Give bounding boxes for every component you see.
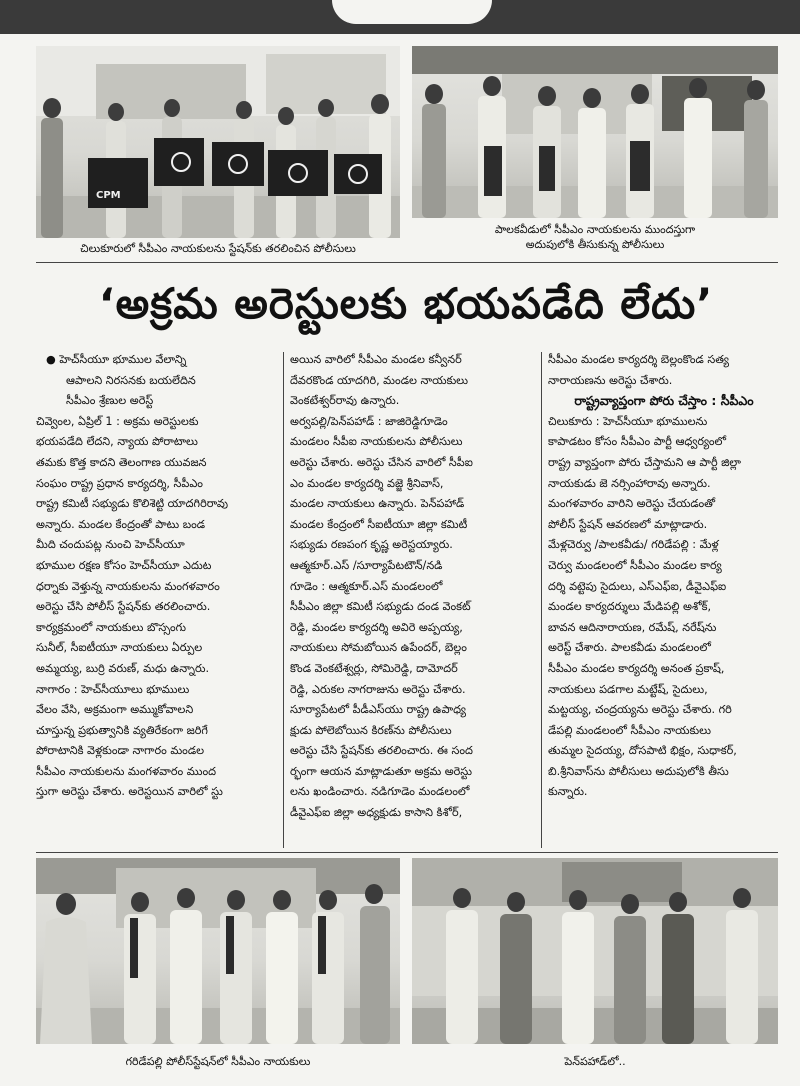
text-line: సీపీఎం మండల కార్యదర్శి బెల్లంకొండ సత్య (548, 353, 729, 366)
text-line: ర్భంగా ఆయన మాట్లాడుతూ అక్రమ అరెస్టు (290, 764, 473, 778)
text-line: ధర్నాకు వెళ్తున్న నాయకులను మంగళవారం (36, 579, 220, 593)
article-column-3 (548, 350, 780, 803)
text-line: రెడ్డి, ఎరుకల నాగరాజును అరెస్టు చేశారు. (290, 682, 466, 696)
text-line: మేళ్లచెర్వు /పాలకవీడు/ గరిడేపల్లి : మేళ్ల (548, 538, 719, 552)
text-line: పోరాటానికి వెళ్లకుండా నాగారం మండల (36, 744, 205, 758)
text-line: చివ్వెంల, ఏప్రిల్ 1 : అక్రమ అరెస్టులకు (36, 414, 199, 428)
text-line: దేవరకొండ యాదగిరి, మండల నాయకులు (290, 373, 468, 387)
photo-caption: పెన్‌పహాడ్‌లో.. (412, 1054, 778, 1070)
photo-palakaveedu (412, 46, 778, 218)
text-line: మండలం సీపీఐ నాయకులను పోలీసులు (290, 435, 463, 449)
divider (36, 852, 778, 853)
text-line: సూర్యాపేటలో పీడీఎస్‌యు రాష్ట్ర ఉపాధ్య (290, 703, 467, 717)
text-line: మీది చందుపట్ల నుంచి హెచ్‌సీయూ (36, 538, 185, 552)
article-column-2 (290, 350, 536, 824)
text-line: అరెస్టు చేశారు. అరెస్టు చేసిన వారిలో సీపీఐ (290, 455, 473, 469)
text-line: సునీల్, సీఐటీయూ నాయకులు ఏర్పుల (36, 641, 203, 655)
text-line: సీపీఎం మండల కార్యదర్శి అనంత ప్రకాష్, (548, 661, 725, 675)
photo-chilukuru (36, 46, 400, 238)
text-line: అయిన వారిలో సీపీఎం మండల కన్వీనర్ (290, 353, 462, 366)
subheading: రాష్ట్రవ్యాప్తంగా పోరు చేస్తాం : సీపీఎం (574, 393, 754, 409)
article-column-1 (36, 350, 276, 803)
text-line: అన్నారు. మండల కేంద్రంతో పాటు బండ (36, 517, 206, 531)
text-line: ఆత్మకూర్.ఎస్ /సూర్యాపేటటౌన్/నడి (290, 558, 443, 572)
text-line: సంఘం రాష్ట్ర ప్రధాన కార్యదర్శి, సీపీఎం (36, 476, 203, 490)
text-line: డీవైఎఫ్ఐ జిల్లా అధ్యక్షుడు కాసాని కిశోర్, (290, 806, 463, 820)
text-line: క్షుడు పోలెబోయిన కిరణ్‌ను పోలీసులు (290, 723, 452, 737)
text-line: మండల నాయకులు ఉన్నారు. పెన్‌పహాడ్ (290, 497, 465, 511)
text-line: రెడ్డి, మండల కార్యదర్శి అవిరె అప్పయ్య, (290, 620, 463, 634)
text-line: భయపడేది లేదని, న్యాయ పోరాటాలు (36, 435, 198, 449)
text-line: భూముల రక్షణ కోసం హెచ్‌సీయూ ఎదుట (36, 558, 212, 572)
text-line: లను ఖండించారు. నడిగూడెం మండలంలో (290, 785, 470, 799)
photo-penpahad (412, 858, 778, 1044)
text-line: మండల కార్యదర్శులు మేడిపల్లి అశోక్, (548, 600, 712, 614)
text-line: మండల కేంద్రంలో సీఐటీయూ జిల్లా కమిటీ (290, 517, 468, 531)
column-divider (541, 352, 542, 848)
text-line: తుమ్మల సైదయ్య, దోసపాటి భిక్షం, సుధాకర్, (548, 744, 737, 758)
text-line: చెర్వు మండలంలో సీపీఎం మండల కార్య (548, 558, 722, 572)
flag-text: CPM (96, 190, 121, 201)
text-line: నాయకులు పడగాల మట్టేష్, సైదులు, (548, 682, 708, 696)
headline: ‘అక్రమ అరెస్టులకు భయపడేది లేదు’ (98, 279, 714, 328)
text-line: అమ్మయ్య, బుర్రి వరుణ్, మధు ఉన్నారు. (36, 661, 210, 675)
text-line: కాపాడటం కోసం సీపీఎం పార్టీ ఆధ్వర్యంలో (548, 435, 727, 449)
photo-caption: పాలకవీడులో సీపీఎం నాయకులను ముందస్తుగా అదుపులోకి తీసుకున్న పోలీసులు (412, 222, 778, 254)
text-line: దర్శి వట్టెపు సైదులు, ఎస్ఎఫ్ఐ, డీవైఎఫ్ఐ (548, 579, 727, 593)
text-line: తమకు కొత్త కాదని తెలంగాణ యువజన (36, 455, 207, 469)
text-line: సీపీఎం నాయకులను మంగళవారం ముంద (36, 764, 217, 778)
text-line: గూడెం : ఆత్మకూర్.ఎస్ మండలంలో (290, 579, 443, 593)
bullet-point: సీపీఎం శ్రేణుల అరెస్ట్ (66, 394, 154, 408)
text-line: వేలం వేసి, అక్రమంగా అమ్ముకోవాలని (36, 703, 194, 717)
photo-garidepalli (36, 858, 400, 1044)
text-line: మంగళవారం వారిని అరెస్టు చేయడంతో (548, 497, 716, 511)
text-line: రాష్ట్ర వ్యాప్తంగా పోరు చేస్తామని ఆ పార్టీ జిల్లా (548, 455, 742, 469)
text-line: అర్వపల్లి/పెన్‌పహాడ్ : జాజిరెడ్డిగూడెం (290, 414, 448, 428)
text-line: చిలుకూరు : హెచ్‌సీయూ భూములను (548, 414, 708, 428)
photo-caption: గరిడేపల్లి పోలీస్‌స్టేషన్‌లో సీపీఎం నాయకులు (36, 1054, 400, 1070)
text-line: స్తుగా అరెస్టు చేశారు. అరెస్టయిన వారిలో స్టు (36, 785, 223, 799)
text-line: పోలీస్ స్టేషన్ ఆవరణలో మాట్లాడారు. (548, 517, 708, 531)
text-line: నాయకులు సోమబోయిన ఉపేందర్, బెల్లం (290, 641, 467, 655)
text-line: నాగారం : హెచ్‌సీయూలు భూములు (36, 682, 190, 696)
text-line: అరెస్ట్ చేశారు. పాలకవీడు మండలంలో (548, 641, 711, 655)
divider (36, 262, 778, 263)
text-line: అరెస్టు చేసి స్టేషన్‌కు తరలించారు. ఈ సంద (290, 744, 473, 758)
text-line: సభ్యుడు రణపంగ కృష్ణ అరెస్టయ్యారు. (290, 538, 453, 552)
bullet-point: ఆపాలని నిరసనకు బయలేదిన (66, 373, 196, 387)
text-line: సీపీఎం జిల్లా కమిటీ సభ్యుడు దండ వెంకట్ (290, 600, 471, 614)
text-line: కార్యక్రమంలో నాయకులు బొస్సంగు (36, 620, 187, 634)
text-line: వెంకటేశ్వర్‌రావు ఉన్నారు. (290, 394, 400, 408)
text-line: అరెస్టు చేసి పోలీస్ స్టేషన్‌కు తరలించారు. (36, 600, 211, 614)
bullet-point: ● హెచ్‌సీయూ భూముల వేలాన్ని (46, 353, 187, 366)
text-line: మట్టయ్య, చంద్రయ్యను అరెస్టు చేశారు. గరి (548, 703, 732, 717)
column-divider (283, 352, 284, 848)
page-header-bar (0, 0, 800, 34)
text-line: బి.శ్రీనివాస్‌ను పోలీసులు అదుపులోకి తీసు (548, 764, 729, 778)
text-line: బావన ఆదినారాయణ, రమేష్, నరేష్‌ను (548, 620, 717, 634)
text-line: డేపల్లి మండలంలో సీపీఎం నాయకులు (548, 723, 711, 737)
photo-caption: చిలుకూరులో సీపీఎం నాయకులను స్టేషన్‌కు తరలించిన పోలీసులు (36, 241, 400, 257)
text-line: కొండ వెంకటేశ్వర్లు, సోమిరెడ్డి, దామోదర్ (290, 661, 458, 675)
text-line: చూస్తున్న ప్రభుత్వానికి వ్యతిరేకంగా జరిగే (36, 723, 208, 737)
text-line: నారాయణను అరెస్టు చేశారు. (548, 373, 673, 387)
text-line: ఎం మండల కార్యదర్శి వజ్జె శ్రీనివాస్, (290, 476, 444, 490)
text-line: రాష్ట్ర కమిటీ సభ్యుడు కొలిశెట్టి యాదగిరిరావు (36, 497, 229, 511)
text-line: నాయకుడు జె నర్సింహారావు అన్నారు. (548, 476, 711, 490)
text-line: కున్నారు. (548, 785, 588, 799)
